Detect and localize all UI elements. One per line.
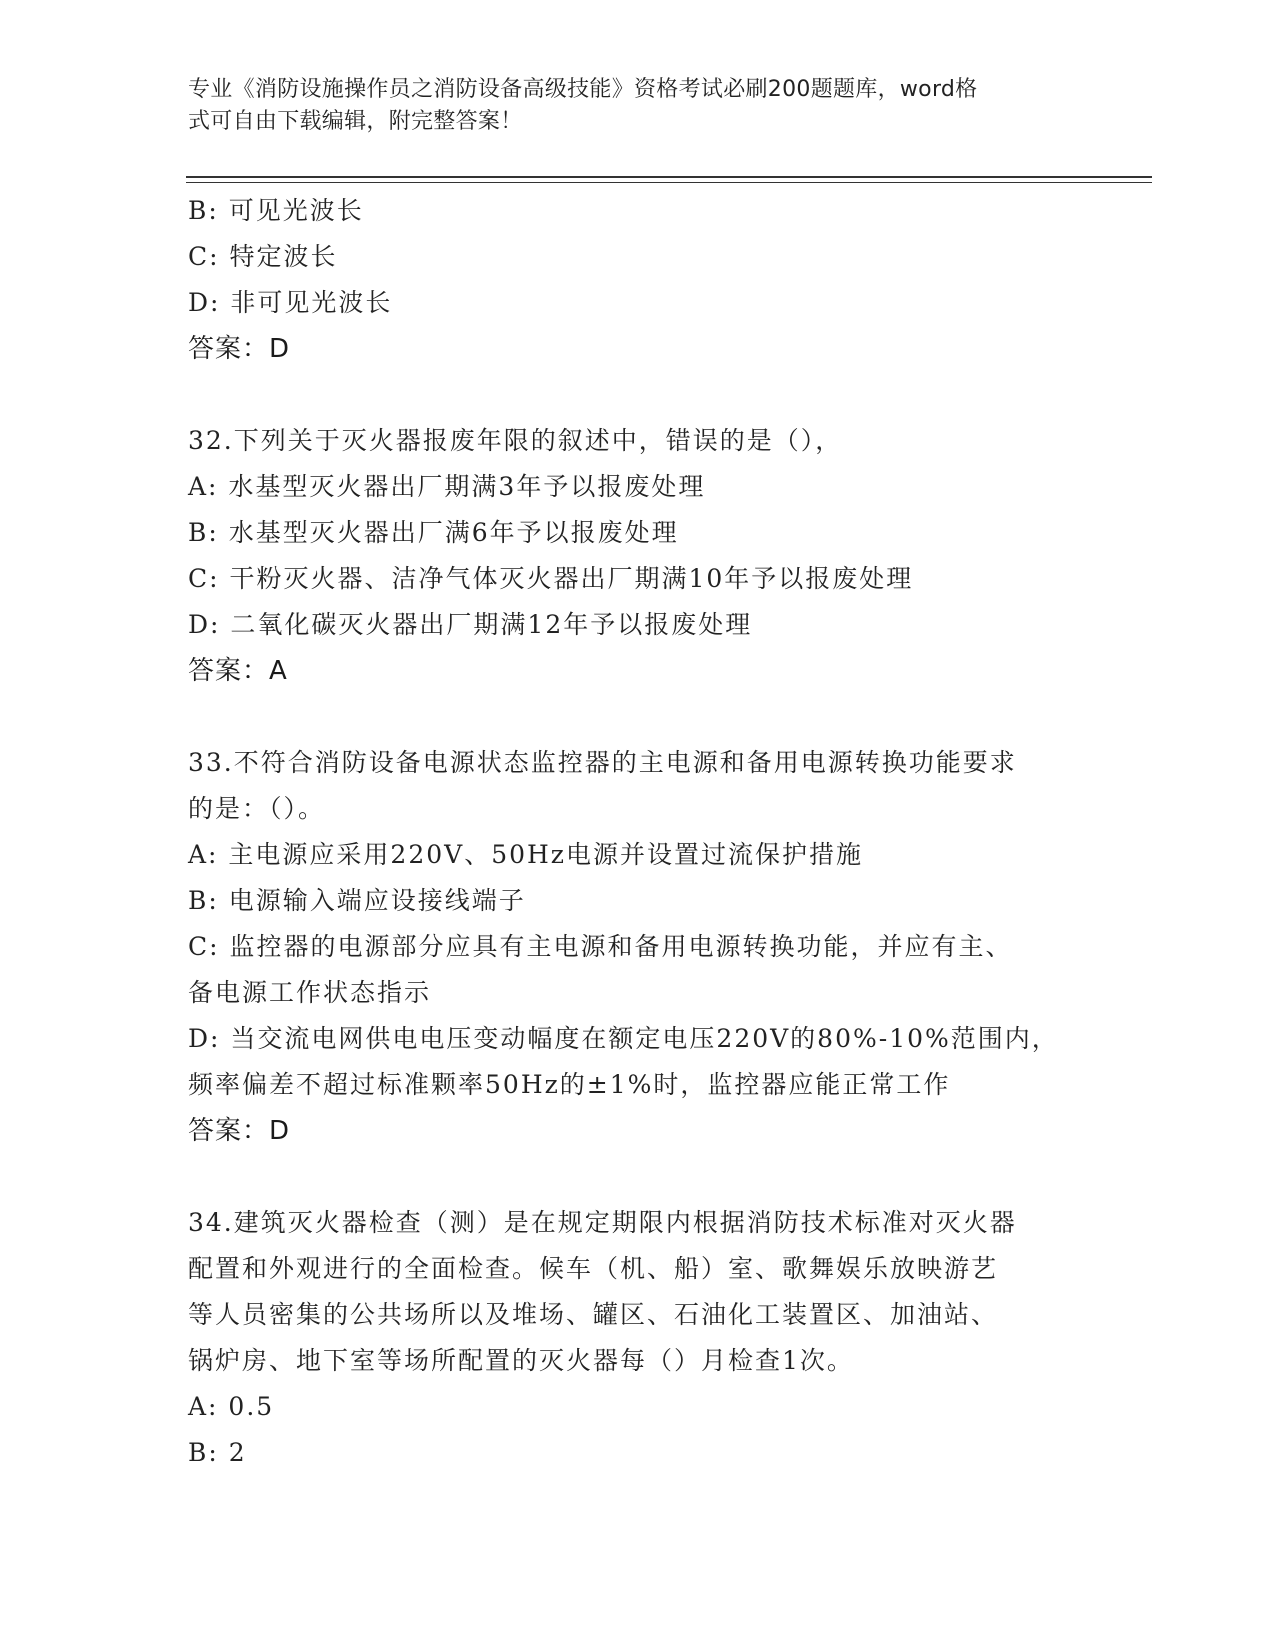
- spacer: [188, 1154, 1088, 1200]
- spacer: [188, 694, 1088, 740]
- option-c-line-2: 备电源工作状态指示: [188, 978, 432, 1007]
- option-c: C: 干粉灭火器、洁净气体灭火器出厂期满10年予以报废处理: [188, 564, 914, 593]
- answer-label: 答案：D: [188, 334, 291, 364]
- header-line-1: 专业《消防设施操作员之消防设备高级技能》资格考试必刷200题题库，word格: [188, 77, 978, 102]
- option-b: B: 可见光波长: [188, 196, 364, 225]
- spacer: [188, 372, 1088, 418]
- question-text-line-4: 锅炉房、地下室等场所配置的灭火器每（）月检查1次。: [188, 1346, 854, 1375]
- option-a: A: 主电源应采用220V、50Hz电源并设置过流保护措施: [188, 840, 863, 869]
- question-text-line-3: 等人员密集的公共场所以及堆场、罐区、石油化工装置区、加油站、: [188, 1300, 999, 1329]
- page-header: [188, 74, 1068, 138]
- option-c: C: 特定波长: [188, 242, 338, 271]
- option-d-line-2: 频率偏差不超过标准颗率50Hz的±1%时，监控器应能正常工作: [188, 1070, 951, 1099]
- option-a: A: 水基型灭火器出厂期满3年予以报废处理: [188, 472, 706, 501]
- question-text-line-2: 的是：（）。: [188, 794, 326, 823]
- question-34: [188, 1200, 1088, 1476]
- header-divider-thin: [186, 182, 1152, 183]
- option-b: B: 水基型灭火器出厂满6年予以报废处理: [188, 518, 679, 547]
- header-line-2: 式可自由下载编辑，附完整答案！: [188, 109, 523, 134]
- option-a: A: 0.5: [188, 1392, 275, 1421]
- question-text: 32.下列关于灭火器报废年限的叙述中，错误的是（），: [188, 426, 843, 455]
- option-c-line-1: C: 监控器的电源部分应具有主电源和备用电源转换功能，并应有主、: [188, 932, 1013, 961]
- question-32: [188, 418, 1088, 694]
- question-33: [188, 740, 1088, 1154]
- option-b: B: 2: [188, 1438, 247, 1467]
- option-d: D: 非可见光波长: [188, 288, 393, 317]
- answer-label: 答案：D: [188, 1116, 291, 1146]
- question-31-tail: [188, 188, 1088, 372]
- question-list: [188, 188, 1088, 1476]
- option-d-line-1: D: 当交流电网供电电压变动幅度在额定电压220V的80%-10%范围内，: [188, 1024, 1059, 1053]
- option-b: B: 电源输入端应设接线端子: [188, 886, 526, 915]
- question-text-line-1: 34.建筑灭火器检查（测）是在规定期限内根据消防技术标准对灭火器: [188, 1208, 1017, 1237]
- question-text-line-2: 配置和外观进行的全面检查。候车（机、船）室、歌舞娱乐放映游艺: [188, 1254, 999, 1283]
- option-d: D: 二氧化碳灭火器出厂期满12年予以报废处理: [188, 610, 753, 639]
- question-text-line-1: 33.不符合消防设备电源状态监控器的主电源和备用电源转换功能要求: [188, 748, 1017, 777]
- header-divider-thick: [186, 176, 1152, 178]
- answer-label: 答案：A: [188, 656, 288, 686]
